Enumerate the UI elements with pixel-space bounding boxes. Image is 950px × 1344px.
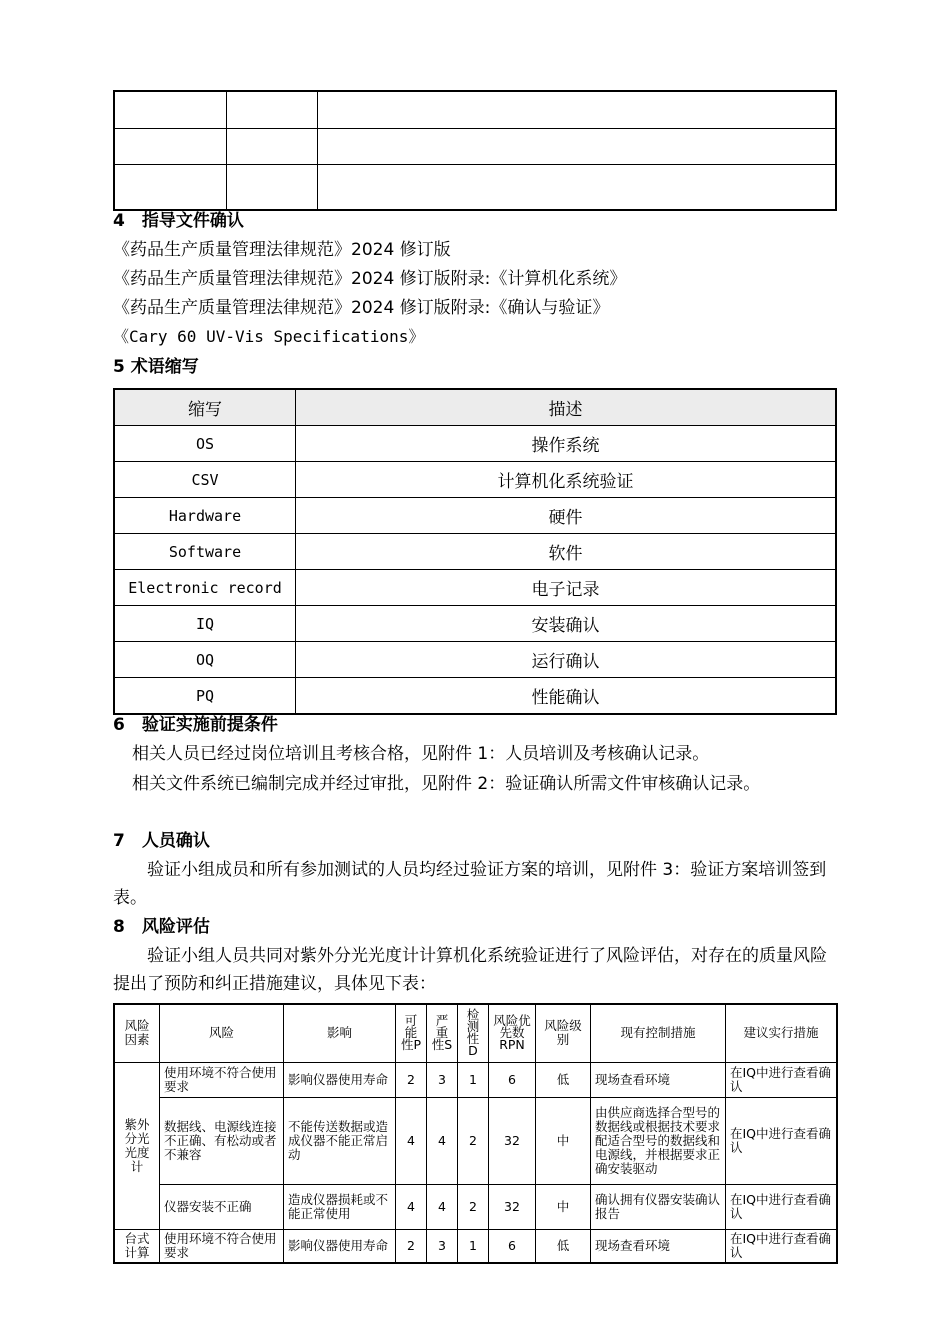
impact-cell: 影响仪器使用寿命 xyxy=(284,1062,396,1097)
control-cell: 现场查看环境 xyxy=(591,1229,726,1263)
abbr-cell: CSV xyxy=(114,462,296,498)
desc-cell: 软件 xyxy=(296,534,837,570)
table-row xyxy=(114,678,836,715)
d-cell: 1 xyxy=(458,1062,489,1097)
action-cell: 在IQ中进行查看确认 xyxy=(726,1062,838,1097)
column-header: 严重性S xyxy=(427,1004,458,1062)
section-6-heading: 6 验证实施前提条件 xyxy=(113,715,278,735)
column-header: 风险优先数RPN xyxy=(489,1004,536,1062)
action-cell: 在IQ中进行查看确认 xyxy=(726,1184,838,1229)
desc-cell: 性能确认 xyxy=(296,678,837,715)
control-cell: 现场查看环境 xyxy=(591,1062,726,1097)
table-row xyxy=(114,498,836,534)
d-cell: 2 xyxy=(458,1097,489,1184)
table-row xyxy=(114,642,836,678)
section-7-paragraph: 验证小组成员和所有参加测试的人员均经过验证方案的培训，见附件 3：验证方案培训签到表。 xyxy=(113,860,827,908)
rpn-cell: 6 xyxy=(489,1229,536,1263)
impact-cell: 影响仪器使用寿命 xyxy=(284,1229,396,1263)
p-cell: 2 xyxy=(396,1062,427,1097)
risk-level-cell: 低 xyxy=(536,1062,591,1097)
column-header: 缩写 xyxy=(114,389,296,426)
doc-item: 《药品生产质量管理法律规范》2024 修订版附录:《确认与验证》 xyxy=(113,298,610,318)
s-cell: 4 xyxy=(427,1097,458,1184)
risk-cell: 使用环境不符合使用要求 xyxy=(160,1062,284,1097)
desc-cell: 运行确认 xyxy=(296,642,837,678)
table-row xyxy=(114,1229,837,1263)
p-cell: 4 xyxy=(396,1097,427,1184)
action-cell: 在IQ中进行查看确认 xyxy=(726,1229,838,1263)
desc-cell: 计算机化系统验证 xyxy=(296,462,837,498)
table-header-row xyxy=(114,1004,837,1062)
abbreviation-table xyxy=(113,388,837,715)
rpn-cell: 6 xyxy=(489,1062,536,1097)
s-cell: 3 xyxy=(427,1229,458,1263)
column-header: 风险 xyxy=(160,1004,284,1062)
p-cell: 2 xyxy=(396,1229,427,1263)
impact-cell: 造成仪器损耗或不能正常使用 xyxy=(284,1184,396,1229)
table-row xyxy=(114,1097,837,1184)
section-6-paragraph: 相关文件系统已编制完成并经过审批，见附件 2：验证确认所需文件审核确认记录。 xyxy=(132,774,761,794)
risk-level-cell: 低 xyxy=(536,1229,591,1263)
doc-item: 《Cary 60 UV-Vis Specifications》 xyxy=(113,327,425,346)
top-partial-table xyxy=(113,90,837,211)
doc-item: 《药品生产质量管理法律规范》2024 修订版 xyxy=(113,240,451,260)
control-cell: 确认拥有仪器安装确认报告 xyxy=(591,1184,726,1229)
desc-cell: 操作系统 xyxy=(296,426,837,462)
table-row xyxy=(114,1062,837,1097)
risk-cell: 数据线、电源线连接不正确、有松动或者不兼容 xyxy=(160,1097,284,1184)
control-cell: 由供应商选择合型号的数据线或根据技术要求配适合型号的数据线和电源线，并根据要求正确安装驱动 xyxy=(591,1097,726,1184)
abbr-cell: OQ xyxy=(114,642,296,678)
column-header: 检测性D xyxy=(458,1004,489,1062)
abbr-cell: Electronic record xyxy=(114,570,296,606)
risk-level-cell: 中 xyxy=(536,1097,591,1184)
desc-cell: 硬件 xyxy=(296,498,837,534)
desc-cell: 安装确认 xyxy=(296,606,837,642)
table-row xyxy=(114,534,836,570)
section-5-heading: 5 术语缩写 xyxy=(113,357,199,377)
action-cell: 在IQ中进行查看确认 xyxy=(726,1097,838,1184)
risk-cell: 使用环境不符合使用要求 xyxy=(160,1229,284,1263)
table-header-row xyxy=(114,389,836,426)
d-cell: 2 xyxy=(458,1184,489,1229)
section-4-heading: 4 指导文件确认 xyxy=(113,211,244,231)
section-8-paragraph: 验证小组人员共同对紫外分光光度计计算机化系统验证进行了风险评估，对存在的质量风险提出了预防和纠正措施建议，具体见下表： xyxy=(113,946,827,994)
abbr-cell: Software xyxy=(114,534,296,570)
column-header: 可能性P xyxy=(396,1004,427,1062)
column-header: 影响 xyxy=(284,1004,396,1062)
risk-assessment-table xyxy=(113,1003,838,1264)
risk-level-cell: 中 xyxy=(536,1184,591,1229)
table-row xyxy=(114,426,836,462)
desc-cell: 电子记录 xyxy=(296,570,837,606)
s-cell: 4 xyxy=(427,1184,458,1229)
risk-cell: 仪器安装不正确 xyxy=(160,1184,284,1229)
risk-factor-cell: 台式计算 xyxy=(114,1229,160,1263)
section-6-paragraph: 相关人员已经过岗位培训且考核合格，见附件 1：人员培训及考核确认记录。 xyxy=(132,744,710,764)
table-row xyxy=(114,462,836,498)
abbr-cell: PQ xyxy=(114,678,296,715)
rpn-cell: 32 xyxy=(489,1184,536,1229)
impact-cell: 不能传送数据或造成仪器不能正常启动 xyxy=(284,1097,396,1184)
table-row xyxy=(114,570,836,606)
abbr-cell: IQ xyxy=(114,606,296,642)
section-8-heading: 8 风险评估 xyxy=(113,917,210,937)
table-row xyxy=(114,1184,837,1229)
p-cell: 4 xyxy=(396,1184,427,1229)
column-header: 风险因素 xyxy=(114,1004,160,1062)
abbr-cell: Hardware xyxy=(114,498,296,534)
section-7-heading: 7 人员确认 xyxy=(113,831,210,851)
doc-item: 《药品生产质量管理法律规范》2024 修订版附录:《计算机化系统》 xyxy=(113,269,627,289)
column-header: 描述 xyxy=(296,389,837,426)
s-cell: 3 xyxy=(427,1062,458,1097)
rpn-cell: 32 xyxy=(489,1097,536,1184)
abbr-cell: OS xyxy=(114,426,296,462)
d-cell: 1 xyxy=(458,1229,489,1263)
column-header: 现有控制措施 xyxy=(591,1004,726,1062)
risk-factor-cell: 紫外分光光度计 xyxy=(114,1062,160,1229)
column-header: 风险级别 xyxy=(536,1004,591,1062)
column-header: 建议实行措施 xyxy=(726,1004,838,1062)
table-row xyxy=(114,606,836,642)
